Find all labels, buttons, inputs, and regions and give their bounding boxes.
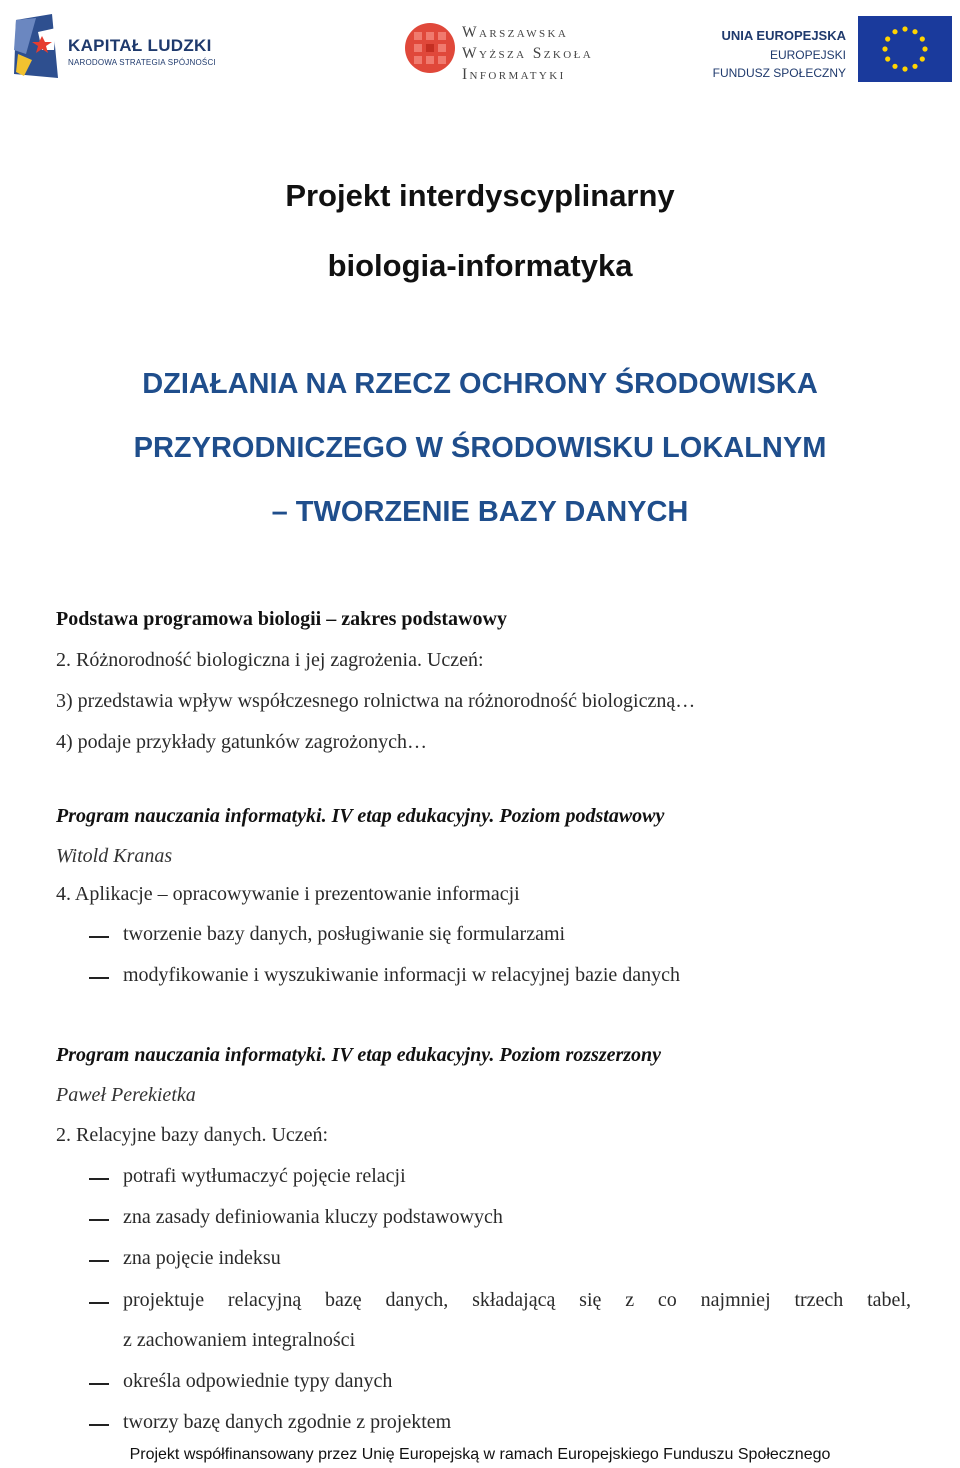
informatics-extended-heading: Program nauczania informatyki. IV etap edukacyjny. Poziom rozszerzony: [56, 1044, 662, 1066]
kapital-ludzki-title: KAPITAŁ LUDZKI: [68, 36, 212, 55]
kapital-ludzki-logo: [12, 14, 222, 84]
list-item-text: z zachowaniem integralności: [123, 1329, 356, 1351]
biology-heading: Podstawa programowa biologii – zakres podstawowy: [56, 608, 507, 630]
informatics-extended-point: 2. Relacyjne bazy danych. Uczeń:: [56, 1124, 329, 1146]
list-item: [56, 923, 916, 951]
dash-bullet-icon: [89, 1424, 109, 1426]
topic-title-line-3: – TWORZENIE BAZY DANYCH: [271, 496, 689, 528]
list-item-text: tworzenie bazy danych, posługiwanie się formularzami: [123, 923, 566, 945]
list-item: [56, 1165, 916, 1193]
kapital-ludzki-subtitle: NARODOWA STRATEGIA SPÓJNOŚCI: [68, 58, 216, 67]
kapital-ludzki-emblem-icon: [12, 14, 64, 84]
list-item-text: modyfikowanie i wyszukiwanie informacji w relacyjnej bazie danych: [123, 964, 681, 986]
list-item-text: zna zasady definiowania kluczy podstawowych: [123, 1206, 503, 1228]
dash-bullet-icon: [89, 1383, 109, 1385]
eu-line-2: EUROPEJSKI: [769, 48, 846, 62]
list-item: [56, 1289, 916, 1317]
topic-title-line-1: DZIAŁANIA NA RZECZ OCHRONY ŚRODOWISKA: [142, 368, 818, 400]
wwsi-logo: [404, 18, 604, 88]
wwsi-line-2: Wyższa Szkoła: [462, 45, 594, 62]
list-item: [56, 964, 916, 992]
list-item: [56, 1247, 916, 1275]
dash-bullet-icon: [89, 1260, 109, 1262]
list-item: [56, 1411, 916, 1439]
wwsi-line-3: Informatyki: [462, 66, 566, 83]
topic-title-line-2: PRZYRODNICZEGO W ŚRODOWISKU LOKALNYM: [133, 432, 827, 464]
biology-item-3: 3) przedstawia wpływ współczesnego rolnictwa na różnorodność biologiczną…: [56, 690, 696, 712]
list-item-text: określa odpowiednie typy danych: [123, 1370, 393, 1392]
biology-point: 2. Różnorodność biologiczna i jej zagrożenia. Uczeń:: [56, 649, 484, 671]
wwsi-line-1: Warszawska: [462, 24, 569, 41]
dash-bullet-icon: [89, 977, 109, 979]
informatics-basic-author: Witold Kranas: [56, 845, 173, 867]
dash-bullet-icon: [89, 1178, 109, 1180]
dash-bullet-icon: [89, 1219, 109, 1221]
eu-flag-icon: [858, 16, 952, 82]
informatics-basic-point: 4. Aplikacje – opracowywanie i prezentowanie informacji: [56, 883, 520, 905]
informatics-basic-heading: Program nauczania informatyki. IV etap edukacyjny. Poziom podstawowy: [56, 805, 665, 827]
eu-line-3: FUNDUSZ SPOŁECZNY: [712, 66, 846, 80]
informatics-extended-author: Paweł Perekietka: [56, 1084, 196, 1106]
list-item: [56, 1370, 916, 1398]
page-footer: Projekt współfinansowany przez Unię Europejską w ramach Europejskiego Funduszu Społecznego: [129, 1446, 831, 1463]
eu-logo: [708, 16, 952, 86]
list-item-text: potrafi wytłumaczyć pojęcie relacji: [123, 1165, 406, 1187]
list-item: [56, 1206, 916, 1234]
page-title-line-2: biologia-informatyka: [327, 248, 633, 283]
wwsi-emblem-icon: [404, 22, 456, 74]
header-logos: [0, 10, 960, 86]
list-item-continuation: [56, 1329, 916, 1357]
dash-bullet-icon: [89, 936, 109, 938]
list-item-text: projektuje relacyjną bazę danych, składającą się z co najmniej trzech tabel,: [123, 1289, 911, 1311]
list-item-text: tworzy bazę danych zgodnie z projektem: [123, 1411, 452, 1433]
eu-line-1: UNIA EUROPEJSKA: [721, 28, 846, 43]
list-item-text: zna pojęcie indeksu: [123, 1247, 281, 1269]
dash-bullet-icon: [89, 1302, 109, 1304]
page-title-line-1: Projekt interdyscyplinarny: [285, 178, 675, 213]
biology-item-4: 4) podaje przykłady gatunków zagrożonych…: [56, 731, 427, 753]
